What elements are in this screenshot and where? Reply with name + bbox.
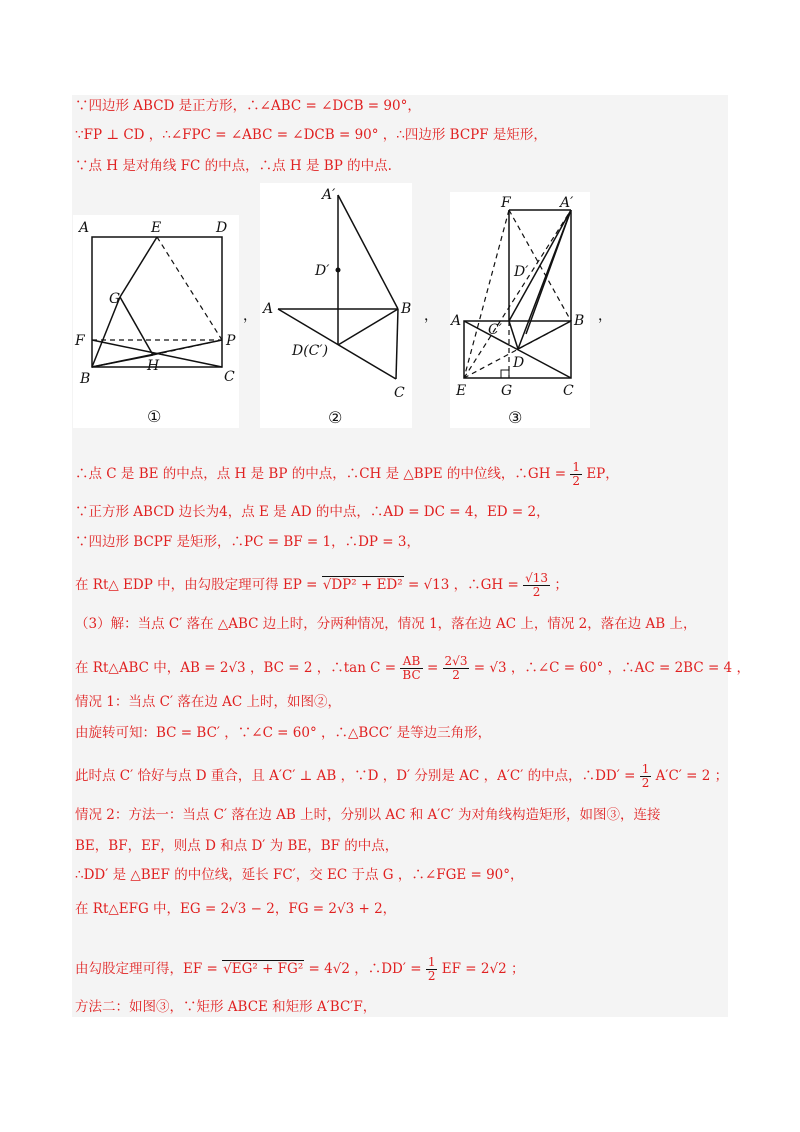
fig3-caption: ③ — [508, 408, 523, 427]
text-line-4 — [75, 461, 619, 488]
fraction-num: √13 — [525, 571, 549, 585]
fig3-label-C1: C′ — [488, 322, 502, 338]
separator-1: ， — [243, 308, 257, 324]
fraction-num: AB — [400, 655, 422, 669]
text-line-9d: = — [426, 660, 439, 676]
fig1-label-A: A — [79, 220, 90, 236]
fraction-den: 2 — [427, 969, 436, 983]
text-line-9 — [75, 655, 750, 682]
text-line-17a: 由勾股定理可得，EF = — [75, 961, 218, 977]
text-line-15: ∴DD′ 是 △BEF 的中位线，延长 FC′，交 EC 于点 G ，∴∠FGE = 90°， — [75, 867, 524, 883]
fig3-label-G: G — [501, 383, 513, 399]
fig1-caption: ① — [147, 407, 162, 426]
fig2-label-DC: D(C′) — [292, 343, 329, 359]
text-line-16: 在 Rt△EFG 中，EG = 2√3 − 2，FG = 2√3 + 2， — [75, 901, 397, 917]
fig3-label-D: D — [513, 355, 525, 371]
text-line-18: 方法二：如图③，∵矩形 ABCE 和矩形 A′BC′F， — [75, 999, 377, 1015]
fraction-half — [426, 956, 438, 983]
fraction-half — [640, 763, 652, 790]
fig3-label-C: C — [563, 383, 574, 399]
fraction-den: 2 — [572, 474, 581, 488]
text-line-7 — [75, 572, 568, 599]
fraction-den: BC — [402, 668, 421, 682]
fraction-sqrt13-over-2 — [523, 572, 550, 599]
text-line-4d: EP， — [586, 466, 619, 482]
text-line-13: 情况 2：方法一：当点 C′ 落在边 AB 上时，分别以 AC 和 A′C′ 为对角线构造矩形，如图③，连接 — [75, 807, 661, 823]
separator-3: ， — [598, 308, 612, 324]
figure-3 — [450, 192, 590, 428]
text-line-12d: A′C′ = 2 ； — [655, 768, 729, 784]
text-line-10: 情况 1：当点 C′ 落在边 AC 上时，如图②， — [75, 694, 342, 710]
fraction-den: 2 — [641, 776, 650, 790]
text-line-17 — [75, 956, 524, 983]
fig1-label-G: G — [109, 291, 121, 307]
fig2-label-B: B — [401, 301, 412, 317]
fig3-label-E: E — [456, 383, 467, 399]
text-line-8: （3）解：当点 C′ 落在 △ABC 边上时，分两种情况，情况 1，落在边 AC 上，情况 2，落在边 AB 上， — [75, 616, 697, 632]
text-line-3: ∵点 H 是对角线 FC 的中点，∴点 H 是 BP 的中点. — [75, 158, 392, 174]
text-line-7a: 在 Rt△ EDP 中，由勾股定理可得 EP = — [75, 577, 318, 593]
fig1-label-H: H — [147, 358, 160, 374]
fraction-num: 1 — [641, 762, 650, 776]
fig3-label-A1: A′ — [560, 195, 574, 211]
fraction-half — [570, 461, 582, 488]
fraction-num: 2√3 — [444, 654, 468, 668]
text-line-2: ∵FP ⊥ CD ，∴∠FPC = ∠ABC = ∠DCB = 90° ，∴四边形 BCPF 是矩形， — [75, 127, 547, 143]
text-line-7f: ； — [554, 577, 568, 593]
fig3-label-F: F — [501, 195, 511, 211]
fig1-label-E: E — [151, 220, 162, 236]
figure-2 — [260, 183, 412, 428]
fig2-caption: ② — [328, 408, 343, 427]
text-line-9g: = √3 ，∴∠C = 60° ，∴AC = 2BC = 4 ， — [473, 660, 750, 676]
fig1-label-D: D — [216, 220, 228, 236]
text-line-14: BE，BF，EF，则点 D 和点 D′ 为 BE，BF 的中点， — [75, 838, 399, 854]
fraction-num: 1 — [427, 955, 436, 969]
sqrt-expression: √EG² + FG² — [223, 961, 304, 977]
text-line-6: ∵四边形 BCPF 是矩形，∴PC = BF = 1，∴DP = 3， — [75, 534, 421, 550]
fig2-label-C: C — [394, 385, 405, 401]
text-line-5: ∵正方形 ABCD 边长为4，点 E 是 AD 的中点，∴AD = DC = 4，ED = 2， — [75, 504, 550, 520]
fig1-label-B: B — [80, 371, 91, 387]
text-line-12a: 此时点 C′ 恰好与点 D 重合，且 A′C′ ⊥ AB ，∵D ，D′ 分别是 AC ，A′C′ 的中点，∴DD′ = — [75, 768, 636, 784]
text-line-4a: ∴点 C 是 BE 的中点，点 H 是 BP 的中点，∴CH 是 △BPE 的中位线，∴GH = — [75, 466, 567, 482]
fraction-num: 1 — [572, 460, 581, 474]
fraction-ab-over-bc — [400, 655, 422, 682]
sqrt-expression: √DP² + ED² — [322, 577, 403, 593]
separator-2: ， — [424, 308, 438, 324]
text-line-12 — [75, 763, 728, 790]
fig2-label-D1: D′ — [315, 263, 330, 279]
figure-1 — [73, 215, 239, 428]
fig2-label-A: A — [263, 301, 274, 317]
text-line-1: ∵四边形 ABCD 是正方形，∴∠ABC = ∠DCB = 90°， — [75, 98, 421, 114]
fig1-label-F: F — [75, 333, 85, 349]
text-line-17f: EF = 2√2 ； — [441, 961, 525, 977]
fraction-den: 2 — [452, 668, 460, 682]
fig3-label-B: B — [574, 313, 585, 329]
text-line-11: 由旋转可知：BC = BC′ ，∵∠C = 60° ，∴△BCC′ 是等边三角形， — [75, 725, 492, 741]
text-line-17c: = 4√2 ，∴DD′ = — [308, 961, 422, 977]
fig1-label-C: C — [224, 369, 235, 385]
fig3-label-A: A — [451, 313, 462, 329]
text-line-7c: = √13 ，∴GH = — [407, 577, 519, 593]
fig2-label-A1: A′ — [322, 187, 336, 203]
fraction-2sqrt3-over-2 — [443, 655, 470, 682]
fig3-label-D1: D′ — [514, 264, 529, 280]
fraction-den: 2 — [532, 585, 541, 599]
text-line-9a: 在 Rt△ABC 中，AB = 2√3 ，BC = 2 ，∴tan C = — [75, 660, 397, 676]
fig1-label-P: P — [226, 333, 236, 349]
